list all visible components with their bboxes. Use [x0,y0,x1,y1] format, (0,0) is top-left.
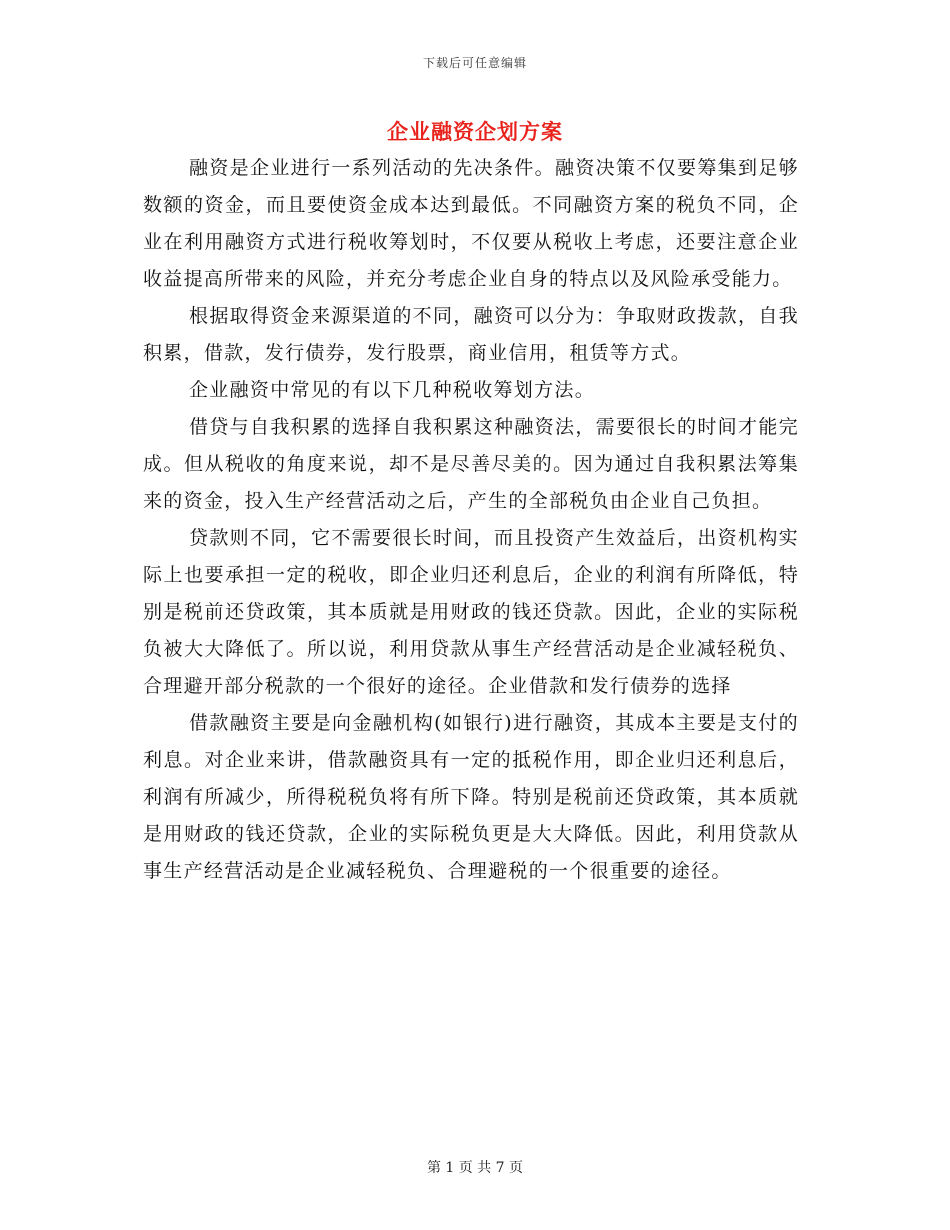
paragraph-borrowing: 借款融资主要是向金融机构(如银行)进行融资，其成本主要是支付的利息。对企业来讲，借款融资具有一定的抵税作用，即企业归还利息后，利润有所减少，所得税税负将有所下降。特别是税前还贷政策，其本质就是用财政的钱还贷款，企业的实际税负更是大大降低。因此，利用贷款从事生产经营活动是企业减轻税负、合理避税的一个很重要的途径。 [143,712,799,882]
header-note: 下载后可任意编辑 [422,56,527,70]
paragraph-financing-channels: 根据取得资金来源渠道的不同，融资可以分为：争取财政拨款，自我积累，借款，发行债券，发行股票，商业信用，租赁等方式。 [143,305,799,364]
page-number: 第 1 页 共 7 页 [426,1160,524,1176]
paragraph-self-accumulation: 借贷与自我积累的选择自我积累这种融资法，需要很长的时间才能完成。但从税收的角度来说，却不是尽善尽美的。因为通过自我积累法筹集来的资金，投入生产经营活动之后，产生的全部税负由企业自己负担。 [143,416,799,512]
paragraph-financing-overview: 融资是企业进行一系列活动的先决条件。融资决策不仅要筹集到足够数额的资金，而且要使资金成本达到最低。不同融资方案的税负不同，企业在利用融资方式进行税收筹划时，不仅要从税收上考虑，还要注意企业收益提高所带来的风险，并充分考虑企业自身的特点以及风险承受能力。 [143,157,799,290]
paragraph-loans: 贷款则不同，它不需要很长时间，而且投资产生效益后，出资机构实际上也要承担一定的税收，即企业归还利息后，企业的利润有所降低，特别是税前还贷政策，其本质就是用财政的钱还贷款。因此，企业的实际税负被大大降低了。所以说，利用贷款从事生产经营活动是企业减轻税负、合理避开部分税款的一个很好的途径。企业借款和发行债券的选择 [143,527,799,697]
document-body [143,150,799,890]
document-title: 企业融资企划方案 [387,119,563,144]
paragraph-common-methods: 企业融资中常见的有以下几种税收筹划方法。 [189,379,596,401]
